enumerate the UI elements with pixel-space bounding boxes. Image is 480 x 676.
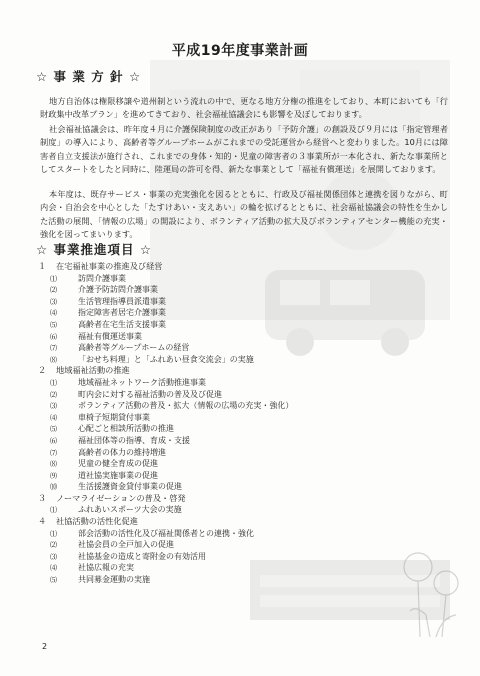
list-item: ⑺ 高齢者の体力の維持増進 [50, 447, 166, 457]
list-item: ⑷ 車椅子短期貸付事業 [50, 412, 150, 422]
group-heading: ２ 地域福祉活動の推進 [38, 365, 130, 376]
list-item: ⑴ 部会活動の活性化及び福祉関係者との連携・強化 [50, 528, 254, 538]
policy-paragraph: 社会福祉協議会は、昨年度４月に介護保険制度の改正があり「予防介護」の創設及び９月には「指定管理者制度」の導入により、高齢者等グループホームがこれまでの受託運営から経営へと変わりました。10月には障害者自立支援法が施行され、これまでの身体・知的・児童の障害者の３事業所が一本化され、新たな事業所としてスタートをしたと同時に、陸運局の許可を得、新たな事業として「福祉有償運送」を展開しております。 [40, 124, 448, 175]
list-item: ⑺ 高齢者等グループホームの経営 [50, 343, 190, 353]
group-heading: １ 在宅福祉事業の推進及び経営 [38, 261, 163, 271]
items-heading: ☆ 事業推進項目 ☆ [36, 242, 153, 257]
list-item: ⑹ 福祉団体等の指導、育成・支援 [50, 435, 190, 445]
list-item: ⑶ ボランティア活動の普及・拡大（情報の広場の充実・強化） [50, 401, 294, 411]
list-item: ⑵ 介護予防訪問介護事業 [50, 285, 158, 295]
list-item: ⑶ 生活管理指導員派遣事業 [50, 296, 166, 306]
list-item: ⑸ 高齢者在宅生活支援事業 [50, 319, 166, 329]
list-item: ⑼ 道社協実施事業の促進 [50, 470, 158, 480]
policy-paragraph: 本年度は、既存サービス・事業の充実強化を図るとともに、行政及び福祉関係団体と連携を図りながら、町内会・自治会を中心とした「たすけあい・支えあい」の輪を拡げるとともに、社会福祉協議会の特性を生かした活動の展開、「情報の広場」の開設により、ボランティア活動の拡大及びボランティアセンター機能の充実・強化を図ってまいります。 [40, 189, 448, 240]
list-item: ⑹ 福祉有償運送事業 [50, 331, 142, 341]
project-item-list [38, 261, 458, 586]
list-item: ⑴ ふれあいスポーツ大会の実施 [50, 505, 182, 515]
list-item: ⑸ 心配ごと相談所活動の推進 [50, 424, 174, 434]
policy-paragraph: 地方自治体は権限移譲や道州制という流れの中で、更なる地方分権の推進をしており、本町においても「行財政集中改革プラン」を進めてきており、社会福祉協議会にも影響を及ぼしております。 [40, 96, 448, 120]
group-heading: ３ ノーマライゼーションの普及・啓発 [38, 492, 186, 503]
list-item: ⑷ 指定障害者居宅介護事業 [50, 308, 166, 318]
list-item: ⑴ 地域福祉ネットワーク活動推進事業 [50, 377, 206, 387]
list-item: ⑵ 社協会員の全戸加入の促進 [50, 540, 174, 550]
list-item: ⑶ 社協基金の造成と寄附金の有効活用 [50, 551, 206, 561]
group-heading: ４ 社協活動の活性化促進 [38, 516, 138, 527]
list-item: ⑽ 生活援護資金貸付事業の促進 [50, 482, 182, 492]
list-item: ⑵ 町内会に対する福祉活動の普及及び促進 [50, 389, 222, 399]
list-item: ⑻ 「おせち料理」と「ふれあい昼食交流会」の実施 [50, 354, 254, 364]
list-item: ⑷ 社協広報の充実 [50, 563, 134, 573]
policy-heading: ☆ 事 業 方 針 ☆ [36, 69, 142, 84]
list-item: ⑸ 共同募金運動の実施 [50, 575, 150, 585]
list-item: ⑴ 訪問介護事業 [50, 273, 126, 283]
page-title: 平成19年度事業計画 [171, 43, 309, 59]
list-item: ⑻ 児童の健全育成の促進 [50, 459, 158, 469]
page-number: 2 [42, 642, 48, 651]
